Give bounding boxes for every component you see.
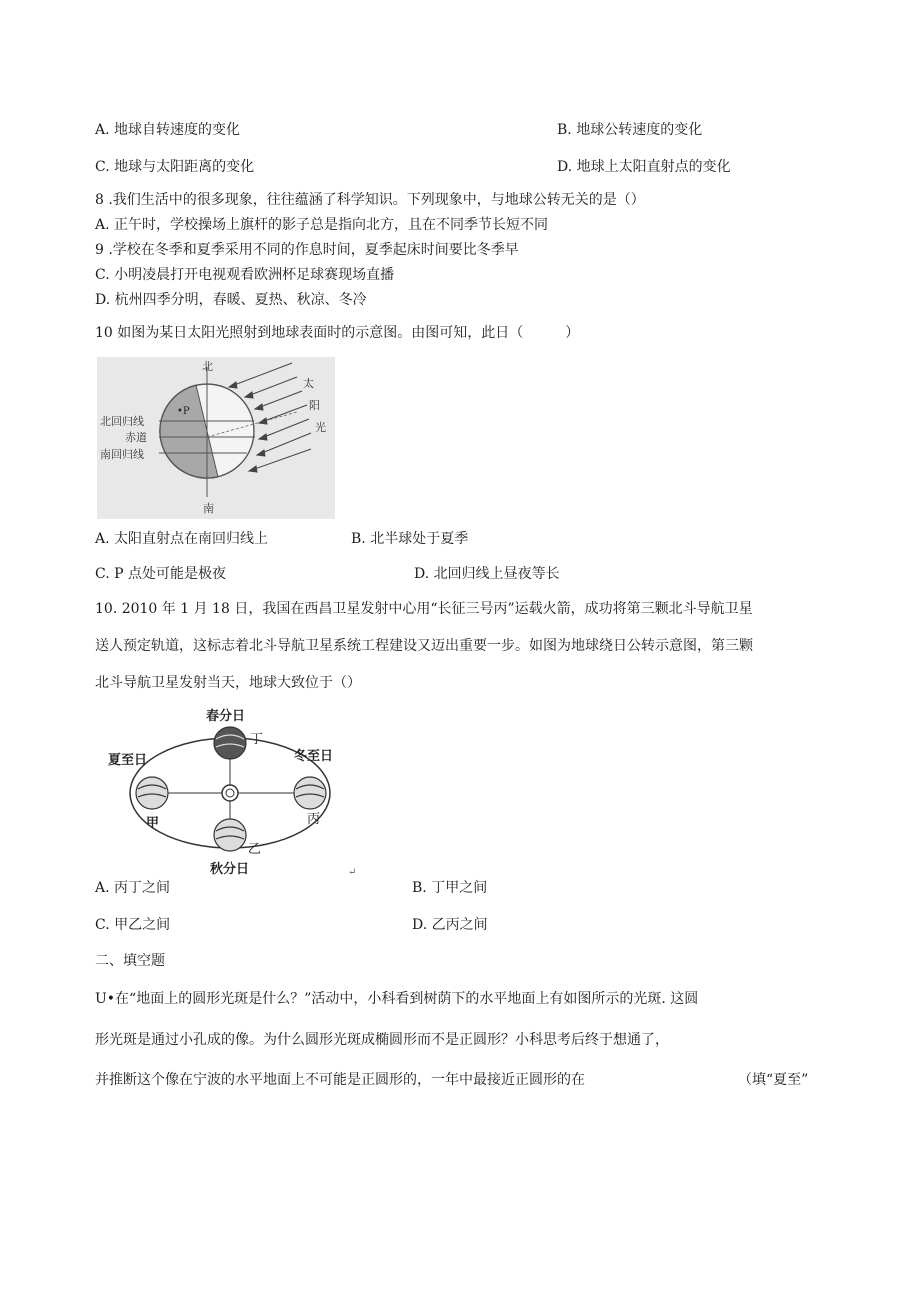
q10a-option-d: D. 北回归线上昼夜等长 (414, 566, 560, 582)
q10b-stem-line3: 北斗导航卫星发射当天，地球大致位于（） (95, 675, 361, 691)
q7-option-d: D. 地球上太阳直射点的变化 (557, 159, 731, 175)
sun-label-3: 光 (315, 421, 326, 434)
q10a-option-c: C. P 点处可能是极夜 (95, 566, 226, 582)
autumn-equinox-label: 秋分日 (210, 862, 250, 877)
q8-option-d: D. 杭州四季分明，春暖、夏热、秋凉、冬冷 (95, 292, 367, 308)
ding-label: 丁 (250, 732, 264, 747)
q10a-option-a: A. 太阳直射点在南回归线上 (95, 531, 269, 547)
q10b-option-d: D. 乙丙之间 (412, 917, 488, 933)
section-title: 二、填空题 (95, 953, 165, 969)
q10b-option-c: C. 甲乙之间 (95, 917, 171, 933)
north-label: 北 (202, 360, 213, 373)
q7-option-a: A. 地球自转速度的变化 (95, 122, 241, 138)
fill-question-line3-tail: （填“夏至” (738, 1072, 809, 1088)
q7-option-c: C. 地球与太阳距离的变化 (95, 159, 255, 175)
fill-question-line3: 并推断这个像在宁波的水平地面上不可能是正圆形的，一年中最接近正圆形的在 (95, 1072, 585, 1088)
tropic-cancer-label: 北回归线 (100, 415, 144, 428)
q7-option-b: B. 地球公转速度的变化 (557, 122, 703, 138)
sun-label-2: 阳 (309, 399, 320, 412)
q8-option-a: A. 正午时，学校操场上旗杆的影子总是指向北方，且在不同季节长短不同 (95, 217, 549, 233)
south-label: 南 (203, 502, 214, 515)
q10a-stem: 10 如图为某日太阳光照射到地球表面时的示意图。由图可知，此日（ ） (95, 325, 580, 341)
sun-label-1: 太 (303, 377, 314, 390)
summer-solstice-label: 夏至日 (108, 753, 148, 768)
q10b-stem-line1: 10. 2010 年 1 月 18 日，我国在西昌卫星发射中心用“长征三号丙”运载火箭，成功将第三颗北斗导航卫星 (95, 601, 753, 617)
q10a-option-b: B. 北半球处于夏季 (351, 531, 469, 547)
winter-solstice-label: 冬至日 (294, 749, 334, 764)
point-p-label: •P (177, 406, 190, 417)
q10b-stem-line2: 送人预定轨道，这标志着北斗导航卫星系统工程建设又迈出重要一步。如图为地球绕日公转示意图，第三颗 (95, 638, 753, 654)
q10b-option-b: B. 丁甲之间 (412, 880, 488, 896)
spring-equinox-label: 春分日 (206, 709, 246, 724)
q8-stem: 8 .我们生活中的很多现象，往往蕴涵了科学知识。下列现象中，与地球公转无关的是（） (95, 192, 645, 208)
return-mark: ↵ (348, 867, 357, 878)
fill-question-line2: 形光斑是通过小孔成的像。为什么圆形光斑成椭圆形而不是正圆形？小科思考后终于想通了， (95, 1032, 669, 1048)
yi-label: 乙 (248, 842, 262, 857)
equator-label: 赤道 (125, 431, 147, 444)
tropic-capricorn-label: 南回归线 (100, 448, 144, 461)
orbit-diagram (98, 705, 368, 880)
q8-option-c: C. 小明凌晨打开电视观看欧洲杯足球赛现场直播 (95, 267, 395, 283)
sunlight-diagram (97, 357, 335, 519)
q8-option-b: 9 .学校在冬季和夏季采用不同的作息时间，夏季起床时间要比冬季早 (95, 242, 519, 258)
fill-question-line1: U•在“地面上的圆形光斑是什么？”活动中，小科看到树荫下的水平地面上有如图所示的光斑. 这圆 (95, 991, 699, 1007)
jia-label: 甲 (146, 816, 160, 831)
bing-label: 丙 (307, 812, 321, 827)
q10b-option-a: A. 丙丁之间 (95, 880, 171, 896)
